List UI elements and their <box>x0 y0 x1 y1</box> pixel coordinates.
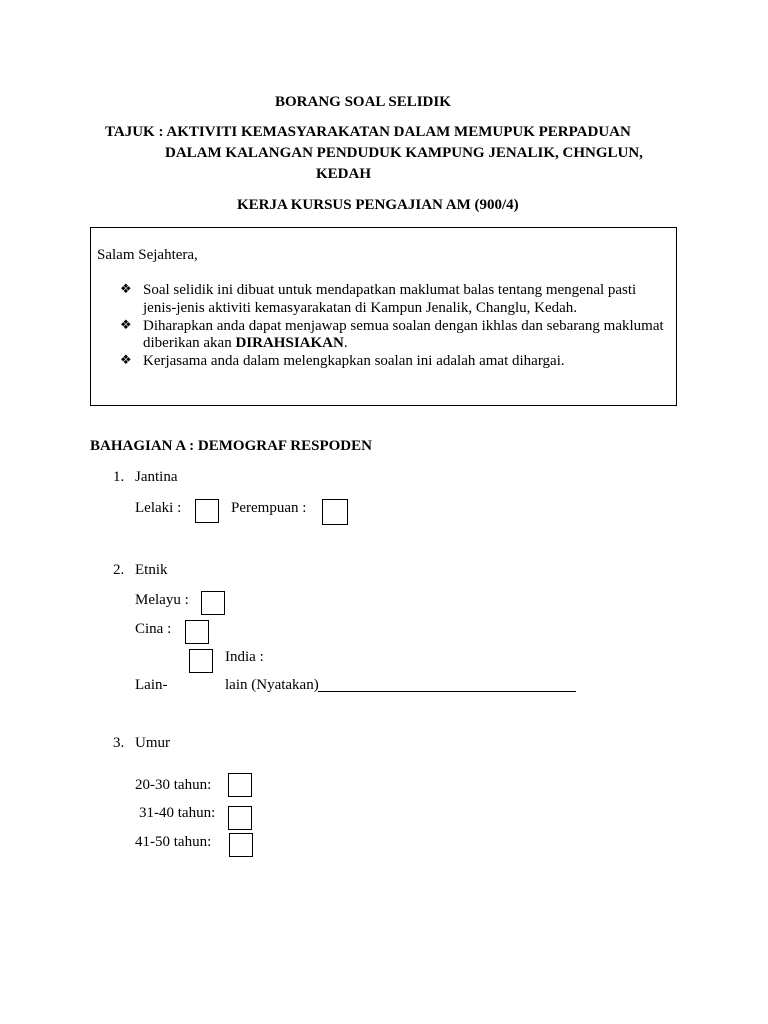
checkbox-age-31-40[interactable] <box>228 806 252 830</box>
checkbox-age-41-50[interactable] <box>229 833 253 857</box>
confidential-emphasis: DIRAHSIAKAN <box>235 335 344 351</box>
option-label-lain-end: lain (Nyatakan) <box>225 677 319 693</box>
option-label-perempuan: Perempuan : <box>231 500 307 516</box>
option-label-lain-start: Lain- <box>135 677 168 693</box>
section-a-heading: BAHAGIAN A : DEMOGRAF RESPODEN <box>90 438 372 454</box>
intro-item-2-suffix: . <box>343 335 348 351</box>
bullet-icon: ❖ <box>120 353 132 368</box>
option-label-india: India : <box>225 649 264 665</box>
checkbox-age-20-30[interactable] <box>228 773 252 797</box>
option-label-melayu: Melayu : <box>135 592 189 608</box>
checkbox-perempuan[interactable] <box>322 499 348 525</box>
other-ethnicity-input-line[interactable] <box>318 691 576 692</box>
course-title: KERJA KURSUS PENGAJIAN AM (900/4) <box>237 197 519 213</box>
bullet-icon: ❖ <box>120 282 132 297</box>
option-label-cina: Cina : <box>135 621 172 637</box>
topic-line-3: KEDAH <box>316 166 372 182</box>
intro-item-2-line-2 <box>143 334 348 352</box>
option-label-age-41-50: 41-50 tahun: <box>135 834 212 850</box>
form-title: BORANG SOAL SELIDIK <box>275 94 451 110</box>
intro-item-1-line-1: Soal selidik ini dibuat untuk mendapatkan maklumat balas tentang mengenal pasti <box>143 282 637 298</box>
option-label-lelaki: Lelaki : <box>135 500 182 516</box>
checkbox-lelaki[interactable] <box>195 499 219 523</box>
intro-item-2-prefix: diberikan akan <box>143 335 236 351</box>
intro-item-2-line-1: Diharapkan anda dapat menjawap semua soalan dengan ikhlas dan sebarang maklumat <box>143 318 664 334</box>
question-number: 1. <box>113 469 125 485</box>
checkbox-india[interactable] <box>189 649 213 673</box>
question-label-etnik: Etnik <box>135 562 168 578</box>
greeting: Salam Sejahtera, <box>97 247 198 263</box>
question-number: 2. <box>113 562 125 578</box>
intro-item-1-line-2: jenis-jenis aktiviti kemasyarakatan di Kampun Jenalik, Changlu, Kedah. <box>143 300 578 316</box>
checkbox-melayu[interactable] <box>201 591 225 615</box>
question-label-umur: Umur <box>135 735 170 751</box>
question-label-jantina: Jantina <box>135 469 178 485</box>
question-number: 3. <box>113 735 125 751</box>
topic-line-1: TAJUK : AKTIVITI KEMASYARAKATAN DALAM MEMUPUK PERPADUAN <box>105 124 631 140</box>
option-label-age-31-40: 31-40 tahun: <box>139 805 216 821</box>
intro-item-3-line-1: Kerjasama anda dalam melengkapkan soalan ini adalah amat dihargai. <box>143 353 565 369</box>
checkbox-cina[interactable] <box>185 620 209 644</box>
option-label-age-20-30: 20-30 tahun: <box>135 777 212 793</box>
bullet-icon: ❖ <box>120 318 132 333</box>
topic-line-2: DALAM KALANGAN PENDUDUK KAMPUNG JENALIK, CHNGLUN, <box>165 145 643 161</box>
